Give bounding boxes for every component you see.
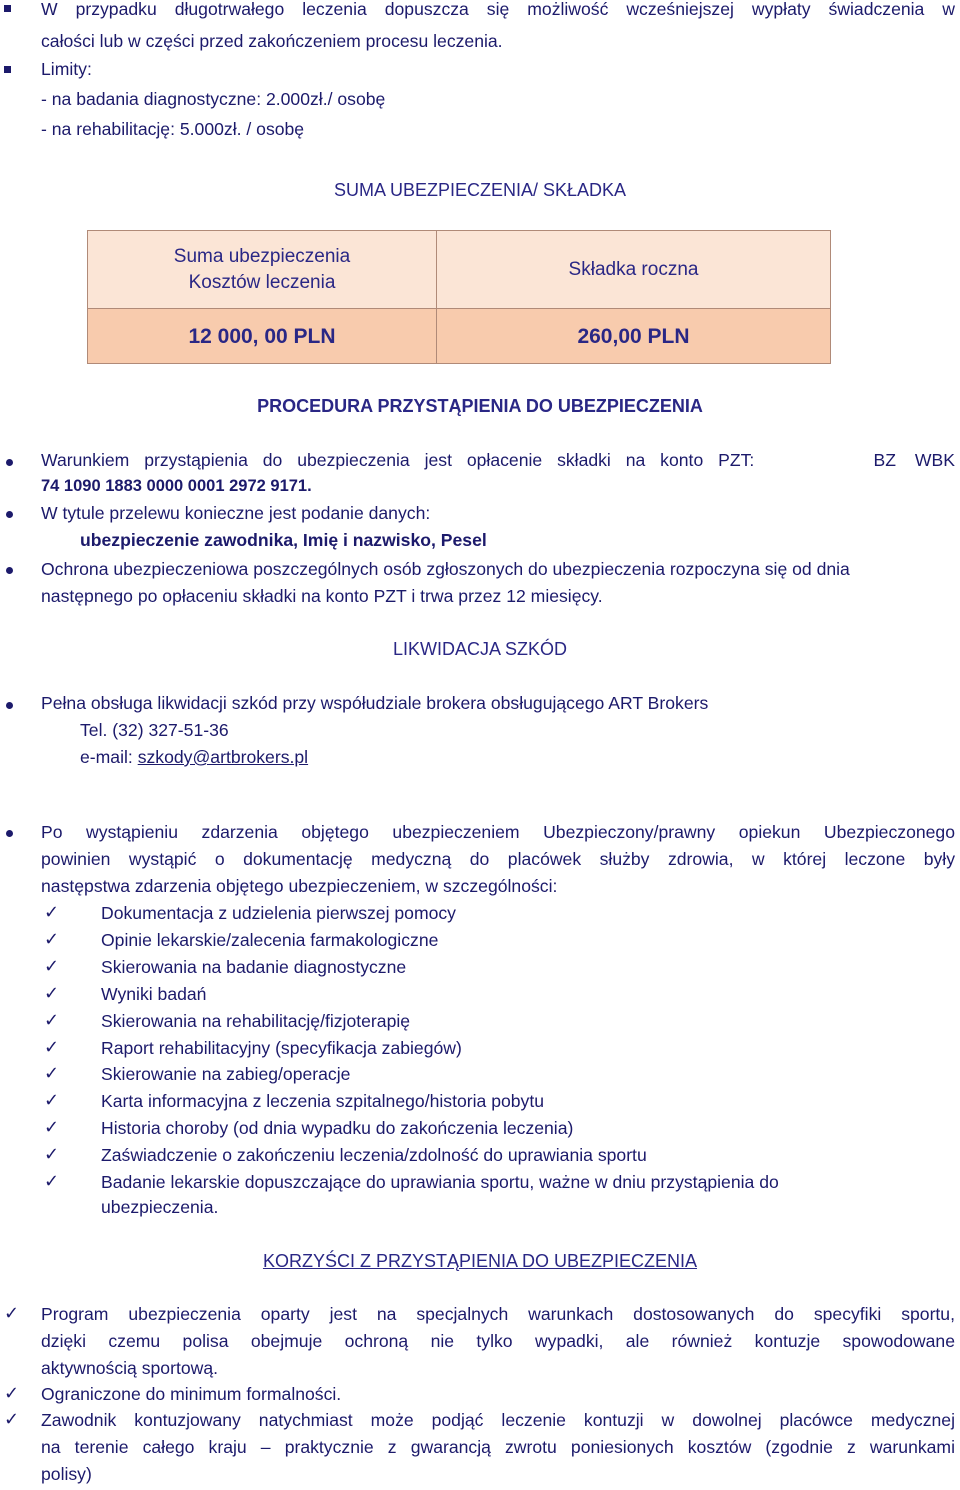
check-icon: ✓: [44, 1144, 60, 1166]
check-icon: ✓: [4, 1409, 20, 1430]
claims-email-link[interactable]: szkody@artbrokers.pl: [137, 747, 309, 767]
check-icon: ✓: [44, 1090, 60, 1112]
documentation-item: Zaświadczenie o zakończeniu leczenia/zdolność do uprawiania sportu: [101, 1145, 647, 1166]
table-header-sum: [87, 230, 437, 309]
bullet-icon: [6, 702, 13, 709]
bullet-icon: [6, 459, 13, 466]
check-icon: ✓: [4, 1303, 20, 1324]
documentation-item: Wyniki badań: [101, 983, 207, 1004]
documentation-item: Badanie lekarskie dopuszczające do uprawiania sportu, ważne w dniu przystąpienia do: [101, 1172, 779, 1192]
table-value-sum: [87, 308, 437, 364]
table-header-sum-line2: Kosztów leczenia: [188, 271, 336, 293]
check-icon: ✓: [44, 982, 60, 1004]
benefits-heading: KORZYŚCI Z PRZYSTĄPIENIA DO UBEZPIECZENIA: [262, 1251, 698, 1271]
documentation-item: Skierowanie na zabieg/operacje: [101, 1064, 351, 1085]
bullet-icon: [6, 511, 13, 518]
procedure-bullet-2-line-2: ubezpieczenie zawodnika, Imię i nazwisko, Pesel: [80, 530, 487, 550]
documentation-item: Raport rehabilitacyjny (specyfikacja zabiegów): [101, 1037, 462, 1058]
table-header-premium-label: Składka roczna: [568, 258, 699, 280]
documentation-item: Historia choroby (od dnia wypadku do zakończenia leczenia): [101, 1118, 574, 1139]
table-value-sum-text: 12 000, 00 PLN: [188, 324, 336, 348]
bank-name: BZ WBK: [873, 450, 955, 470]
check-icon: ✓: [44, 928, 60, 950]
check-icon: ✓: [44, 1063, 60, 1085]
check-icon: ✓: [44, 902, 60, 923]
check-icon: ✓: [44, 955, 60, 977]
claims-email-row: [80, 749, 308, 767]
check-icon: ✓: [44, 1036, 60, 1058]
table-header-sum-line1: Suma ubezpieczenia: [173, 245, 351, 267]
check-icon: ✓: [4, 1383, 20, 1404]
benefit-3-line-2: na terenie całego kraju – praktycznie z gwarancją zwrotu poniesionych kosztów (zgodnie z warunkami: [41, 1437, 955, 1457]
check-icon: ✓: [44, 1117, 60, 1139]
documentation-item: Skierowania na badanie diagnostyczne: [101, 956, 407, 977]
documentation-item: Opinie lekarskie/zalecenia farmakologiczne: [101, 929, 439, 950]
benefit-2: Ograniczone do minimum formalności.: [41, 1384, 342, 1404]
benefit-1-line-2: dzięki czemu polisa obejmuje ochroną nie tylko wypadki, ale również kontuzje spowodowane: [41, 1331, 955, 1351]
intro-line-1: W przypadku długotrwałego leczenia dopuszcza się możliwość wcześniejszej wypłaty świadczenia w: [41, 0, 955, 19]
claims-tel: Tel. (32) 327-51-36: [80, 720, 229, 740]
procedure-bullet-3-line-2: następnego po opłaceniu składki na konto PZT i trwa przez 12 miesięcy.: [41, 586, 603, 606]
check-icon: ✓: [44, 1009, 60, 1031]
documentation-item-last-line-2: ubezpieczenia.: [101, 1197, 219, 1217]
square-bullet-icon: [4, 5, 11, 12]
intro-line-2: całości lub w części przed zakończeniem procesu leczenia.: [41, 31, 503, 51]
check-icon: ✓: [44, 1171, 60, 1192]
documentation-item: Skierowania na rehabilitację/fizjoterapię: [101, 1010, 411, 1031]
procedure-bullet-3-line-1: Ochrona ubezpieczeniowa poszczególnych osób zgłoszonych do ubezpieczenia rozpoczyna się od dnia: [41, 559, 850, 579]
bullet-icon: [6, 567, 13, 574]
bullet-icon: [6, 830, 13, 837]
account-number: 74 1090 1883 0000 0001 2972 9171.: [41, 477, 312, 495]
benefit-3-line-1: Zawodnik kontuzjowany natychmiast może podjąć leczenie kontuzji w dowolnej placówce medycznej: [41, 1410, 955, 1430]
claims-heading: LIKWIDACJA SZKÓD: [392, 639, 568, 659]
documentation-line-2: powinien wystąpić o dokumentację medyczną do placówek służby zdrowia, w której leczone były: [41, 849, 955, 869]
documentation-line-1: Po wystąpieniu zdarzenia objętego ubezpieczeniem Ubezpieczony/prawny opiekun Ubezpieczonego: [41, 822, 955, 842]
limit-rehabilitation: - na rehabilitację: 5.000zł. / osobę: [41, 119, 305, 139]
documentation-item: Dokumentacja z udzielenia pierwszej pomocy: [101, 903, 456, 923]
benefit-3-line-3: polisy): [41, 1464, 92, 1484]
benefit-1-line-3: aktywnością sportową.: [41, 1358, 218, 1378]
sum-heading: SUMA UBEZPIECZENIA/ SKŁADKA: [333, 180, 627, 200]
procedure-bullet-1-text: Warunkiem przystąpienia do ubezpieczenia jest opłacenie składki na konto PZT:: [41, 450, 755, 470]
table-value-premium: [436, 308, 831, 364]
benefit-1-line-1: Program ubezpieczenia oparty jest na specjalnych warunkach dostosowanych do specyfiki sportu,: [41, 1304, 955, 1324]
procedure-bullet-2-line-1: W tytule przelewu konieczne jest podanie danych:: [41, 503, 431, 523]
square-bullet-icon: [4, 66, 11, 73]
procedure-heading: PROCEDURA PRZYSTĄPIENIA DO UBEZPIECZENIA: [257, 396, 703, 416]
table-value-premium-text: 260,00 PLN: [577, 324, 690, 348]
procedure-bullet-1-line-1: [41, 452, 955, 470]
limit-diagnostics: - na badania diagnostyczne: 2.000zł./ osobę: [41, 89, 386, 109]
limits-label: Limity:: [41, 59, 92, 79]
documentation-line-3: następstwa zdarzenia objętego ubezpieczeniem, w szczególności:: [41, 876, 558, 896]
claims-email-label: e-mail:: [80, 747, 138, 767]
documentation-item: Karta informacyjna z leczenia szpitalnego/historia pobytu: [101, 1091, 545, 1112]
claims-line-1: Pełna obsługa likwidacji szkód przy współudziale brokera obsługującego ART Brokers: [41, 693, 709, 713]
table-header-premium: [436, 230, 831, 309]
